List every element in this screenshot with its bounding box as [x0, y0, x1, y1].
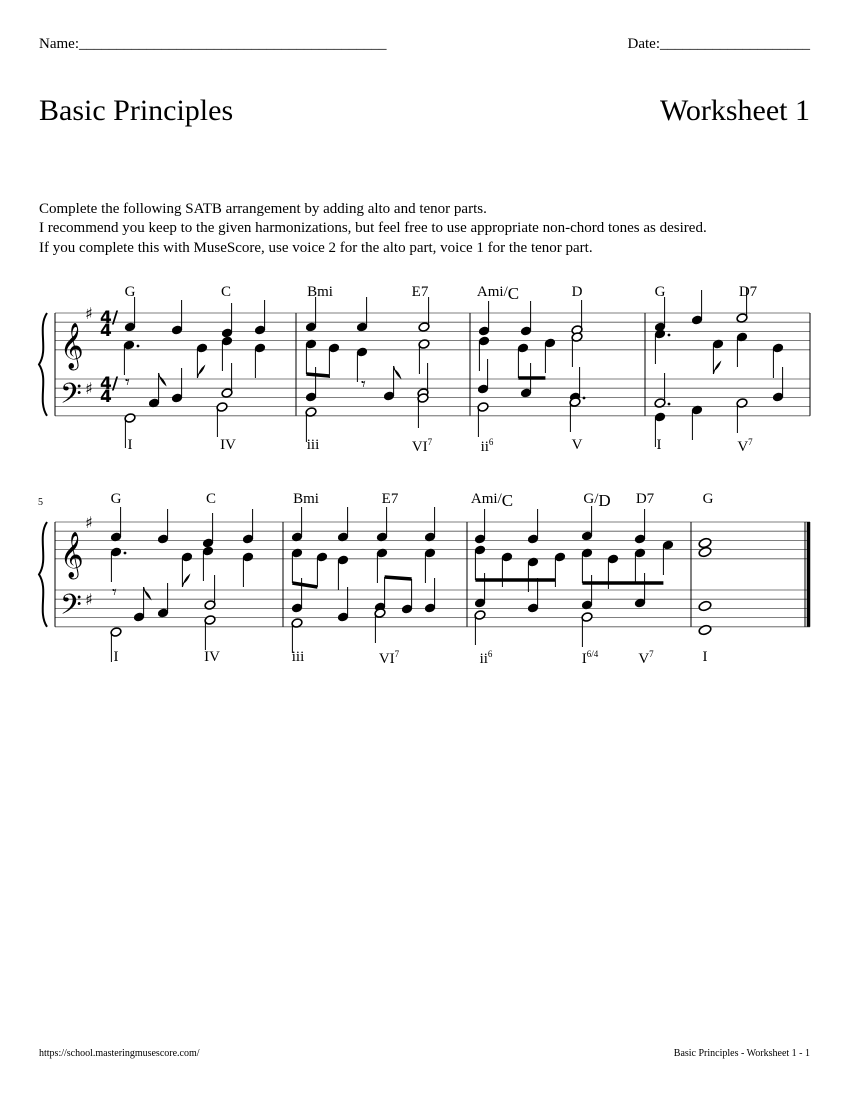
- measure-number: 5: [38, 497, 43, 508]
- eighth-rest: 𝄾: [361, 374, 366, 395]
- numeral: V: [638, 651, 650, 667]
- numeral: I: [113, 649, 119, 665]
- chord-root: G/: [583, 491, 599, 507]
- note-flag: [197, 366, 204, 378]
- chord-symbol: [307, 284, 333, 301]
- chord-root: Bmi: [307, 284, 333, 300]
- numeral: IV: [220, 437, 236, 453]
- figured-bass: 7: [748, 437, 753, 447]
- chord-symbol: [739, 284, 757, 301]
- chord-bass: C: [501, 491, 514, 510]
- page-title: Basic Principles: [39, 94, 234, 127]
- chord-symbol: [655, 284, 666, 301]
- chord-root: Ami/: [470, 491, 502, 507]
- chord-root: E7: [411, 284, 429, 300]
- roman-numeral: [582, 649, 599, 668]
- chord-symbol: [583, 491, 610, 511]
- footer-page-info: Basic Principles - Worksheet 1 - 1: [673, 1048, 810, 1059]
- roman-numeral: [220, 437, 236, 454]
- numeral: V: [571, 437, 583, 453]
- numeral: I: [127, 437, 133, 453]
- roman-numeral: [572, 437, 583, 454]
- figured-bass: 7: [649, 649, 654, 659]
- chord-bass: C: [507, 284, 520, 303]
- numeral: I: [656, 437, 662, 453]
- roman-numeral: [638, 649, 653, 668]
- instruction-line: Complete the following SATB arrangement by adding alto and tenor parts.: [39, 201, 487, 217]
- chord-symbol: [471, 491, 513, 511]
- augmentation-dot: [583, 397, 586, 400]
- notehead: [698, 600, 712, 612]
- worksheet-label: Worksheet 1: [659, 94, 810, 127]
- chord-root: G: [654, 284, 666, 300]
- figured-bass: 7: [427, 437, 433, 447]
- chord-root: G: [702, 491, 714, 507]
- roman-numeral: [292, 649, 305, 666]
- numeral: IV: [204, 649, 220, 665]
- numeral: VI: [378, 651, 395, 667]
- roman-numeral: [379, 649, 399, 668]
- roman-numeral: [114, 649, 119, 666]
- bass-clef-icon: 𝄢: [60, 377, 82, 418]
- chord-symbol: [477, 284, 519, 304]
- date-field-label: Date:____________________: [627, 36, 810, 52]
- name-field-label: Name:_________________________________________: [39, 36, 387, 52]
- note-flag: [182, 575, 189, 587]
- chord-symbol: [206, 491, 216, 508]
- brace: [39, 522, 47, 627]
- brace: [39, 313, 47, 416]
- chord-root: E7: [381, 491, 399, 507]
- chord-symbol: [703, 491, 714, 508]
- numeral: iii: [306, 437, 320, 453]
- numeral: I: [581, 651, 587, 667]
- roman-numeral: [412, 437, 432, 456]
- notehead: [698, 624, 712, 636]
- bass-clef-icon: 𝄢: [60, 588, 82, 629]
- treble-clef-icon: 𝄞: [60, 531, 84, 578]
- chord-root: D: [571, 284, 583, 300]
- numeral: ii: [479, 651, 488, 667]
- chord-root: G: [110, 491, 122, 507]
- figured-bass: 6/4: [586, 649, 599, 659]
- treble-clef-icon: 𝄞: [60, 322, 84, 369]
- sharp-key-signature: ♯: [85, 513, 93, 532]
- numeral: I: [702, 649, 708, 665]
- roman-numeral: [657, 437, 662, 454]
- chord-root: Ami/: [476, 284, 508, 300]
- beam: [306, 374, 329, 376]
- augmentation-dot: [668, 403, 671, 406]
- roman-numeral: [737, 437, 752, 456]
- note-flag: [713, 362, 720, 374]
- sharp-key-signature: ♯: [85, 590, 93, 609]
- chord-bass: D: [598, 491, 611, 510]
- numeral: iii: [291, 649, 305, 665]
- augmentation-dot: [668, 334, 671, 337]
- note-flag: [394, 366, 401, 378]
- chord-root: D7: [635, 491, 655, 507]
- beam: [292, 583, 317, 587]
- note-flag: [144, 587, 151, 599]
- chord-root: C: [205, 491, 217, 507]
- chord-symbol: [221, 284, 231, 301]
- numeral: VI: [411, 439, 428, 455]
- roman-numeral: [481, 437, 494, 456]
- figured-bass: 7: [394, 649, 400, 659]
- chord-root: D7: [738, 284, 758, 300]
- chord-symbol: [572, 284, 583, 301]
- chord-symbol: [293, 491, 319, 508]
- chord-symbol: [412, 284, 429, 301]
- augmentation-dot: [137, 345, 140, 348]
- chord-root: C: [220, 284, 232, 300]
- notehead: [698, 546, 712, 558]
- roman-numeral: [307, 437, 320, 454]
- roman-numeral: [480, 649, 493, 668]
- roman-numeral: [204, 649, 220, 666]
- chord-symbol: [125, 284, 136, 301]
- chord-symbol: [636, 491, 654, 508]
- eighth-rest: 𝄾: [112, 582, 117, 603]
- eighth-rest: 𝄾: [125, 372, 130, 393]
- sharp-key-signature: ♯: [85, 304, 93, 323]
- bass-time-signature: 4/4: [100, 374, 119, 407]
- beam: [385, 577, 412, 579]
- roman-numeral: [128, 437, 133, 454]
- numeral: ii: [480, 439, 489, 455]
- figured-bass: 6: [487, 649, 493, 659]
- figured-bass: 6: [488, 437, 494, 447]
- chord-symbol: [382, 491, 399, 508]
- roman-numeral: [703, 649, 708, 666]
- augmentation-dot: [124, 552, 127, 555]
- chord-root: G: [124, 284, 136, 300]
- chord-root: Bmi: [293, 491, 319, 507]
- numeral: V: [737, 439, 749, 455]
- sharp-key-signature: ♯: [85, 379, 93, 398]
- treble-time-signature: 4/4: [100, 308, 119, 341]
- footer-url: https://school.masteringmusescore.com/: [39, 1048, 200, 1059]
- instruction-line: If you complete this with MuseScore, use voice 2 for the alto part, voice 1 for the tenor part.: [39, 240, 593, 256]
- chord-symbol: [111, 491, 122, 508]
- instruction-line: I recommend you keep to the given harmonizations, but feel free to use appropriate non-chord tones as desired.: [39, 220, 707, 236]
